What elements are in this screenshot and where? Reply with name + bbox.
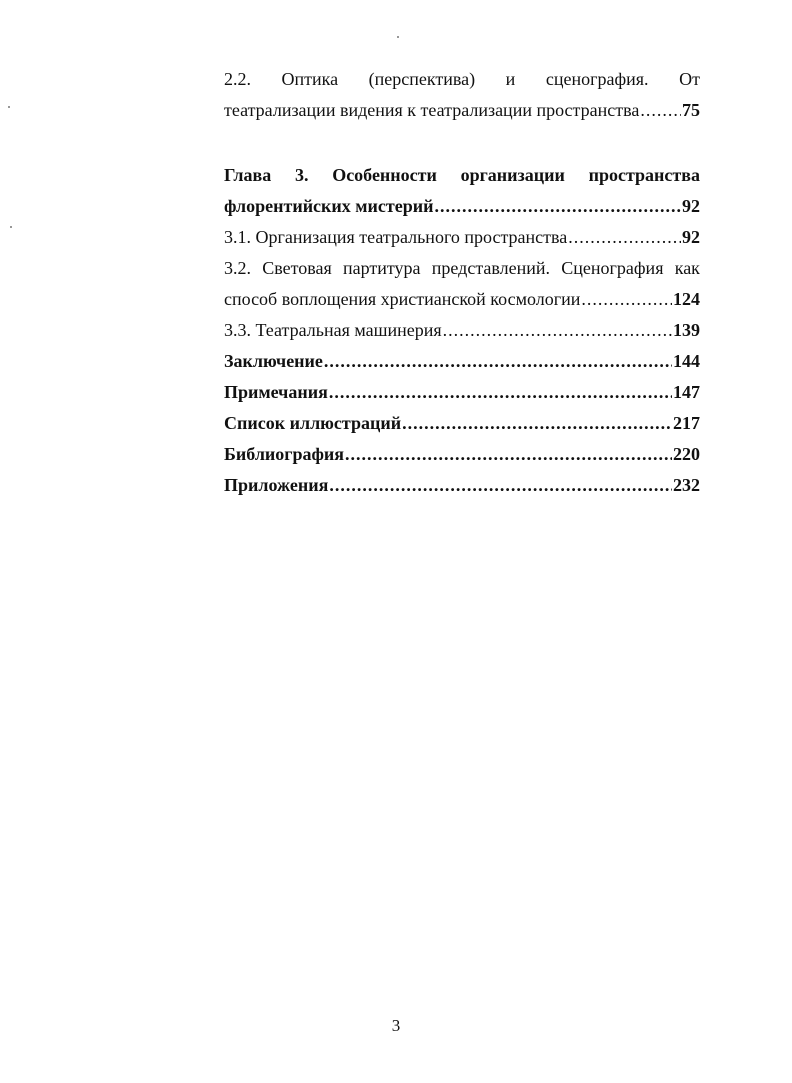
toc-entry-3-1 — [224, 222, 700, 253]
toc-entry-notes — [224, 377, 700, 408]
dot-leader — [568, 222, 681, 253]
toc-word: и — [505, 69, 516, 89]
toc-entry-2-2-line1 — [224, 64, 700, 95]
toc-word: Световая — [262, 258, 332, 278]
toc-page-number: 92 — [682, 196, 700, 216]
toc-entry-text: 3.1. Организация театрального пространства — [224, 227, 568, 247]
toc-word: как — [674, 258, 700, 278]
toc-page-number: 220 — [673, 444, 700, 464]
dot-leader — [435, 191, 682, 222]
toc-entry-text: Заключение — [224, 351, 323, 371]
toc-entry-text: Библиография — [224, 444, 345, 464]
toc-word: 3.2. — [224, 258, 251, 278]
dot-leader — [329, 470, 672, 501]
toc-word: представлений. — [431, 258, 551, 278]
toc-entry-text: 3.3. Театральная машинерия — [224, 320, 442, 340]
dot-leader — [402, 408, 672, 439]
toc-page-number: 147 — [673, 382, 700, 402]
toc-page-number: 232 — [673, 475, 700, 495]
scan-speck — [8, 106, 10, 108]
toc-word: сценография. — [545, 69, 649, 89]
toc-word: Оптика — [281, 69, 339, 89]
toc-entry-text: способ воплощения христианской космологии — [224, 289, 581, 309]
dot-leader — [345, 439, 672, 470]
toc-word: 3. — [294, 165, 309, 185]
table-of-contents — [224, 64, 700, 501]
dot-leader — [329, 377, 672, 408]
toc-page-number: 75 — [682, 100, 700, 120]
toc-word: партитура — [343, 258, 421, 278]
scan-speck — [10, 226, 12, 228]
toc-word: Сценография — [561, 258, 664, 278]
dot-leader — [581, 284, 672, 315]
toc-word: 2.2. — [224, 69, 251, 89]
toc-page-number: 139 — [673, 320, 700, 340]
toc-entry-illustrations — [224, 408, 700, 439]
toc-entry-text: театрализации видения к театрализации пространства — [224, 100, 640, 120]
toc-word: Глава — [224, 165, 272, 185]
toc-entry-3-2-line1 — [224, 253, 700, 284]
toc-page-number: 217 — [673, 413, 700, 433]
toc-page-number: 144 — [673, 351, 700, 371]
toc-word: пространства — [588, 165, 700, 185]
toc-word: Особенности — [332, 165, 437, 185]
toc-chapter-3-line2 — [224, 191, 700, 222]
toc-entry-text: Приложения — [224, 475, 329, 495]
toc-entry-appendices — [224, 470, 700, 501]
toc-page-number: 124 — [673, 289, 700, 309]
toc-entry-bibliography — [224, 439, 700, 470]
dot-leader — [640, 95, 681, 126]
toc-entry-text: Список иллюстраций — [224, 413, 402, 433]
page-number: 3 — [391, 1016, 401, 1035]
dot-leader — [324, 346, 672, 377]
toc-entry-conclusion — [224, 346, 700, 377]
toc-word: (перспектива) — [368, 69, 476, 89]
scan-speck — [397, 36, 399, 38]
toc-word: От — [679, 69, 700, 89]
toc-entry-text: флорентийских мистерий — [224, 196, 434, 216]
dot-leader — [443, 315, 672, 346]
toc-entry-text: Примечания — [224, 382, 328, 402]
toc-word: организации — [460, 165, 565, 185]
toc-entry-2-2-line2 — [224, 95, 700, 126]
toc-entry-3-2-line2 — [224, 284, 700, 315]
toc-chapter-3-line1 — [224, 160, 700, 191]
toc-entry-3-3 — [224, 315, 700, 346]
toc-page-number: 92 — [682, 227, 700, 247]
